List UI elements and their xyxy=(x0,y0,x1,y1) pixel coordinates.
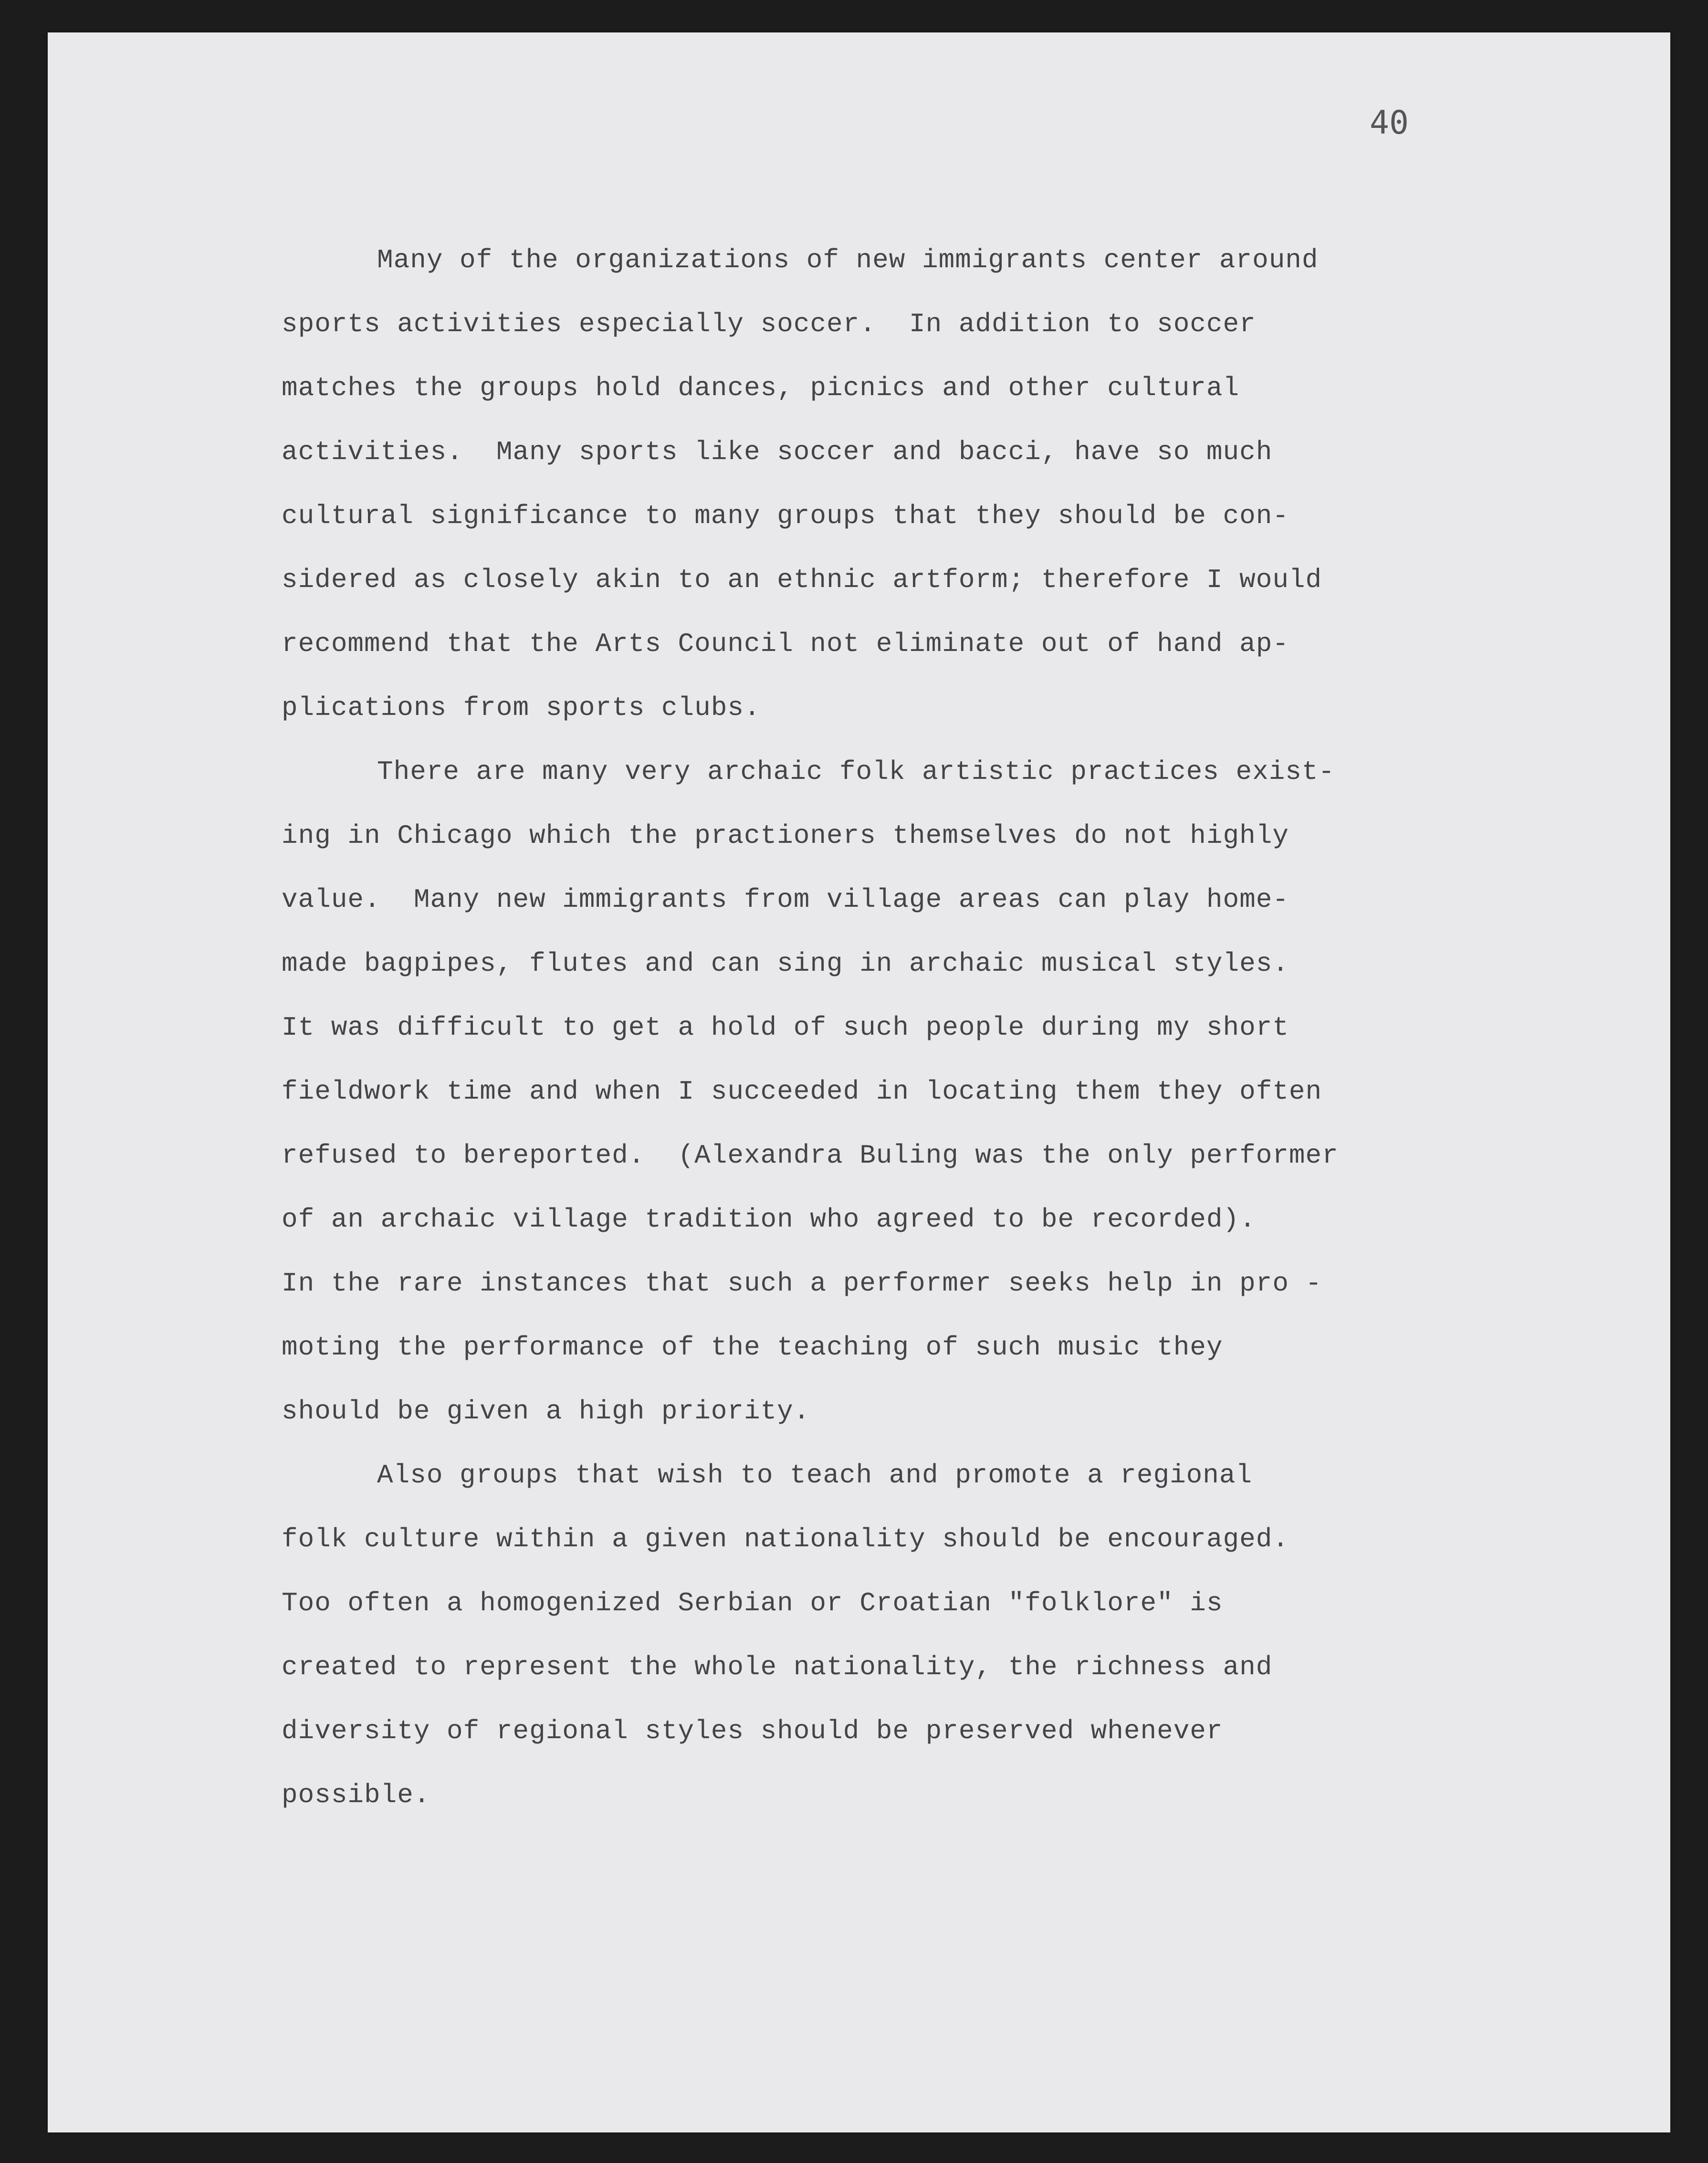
text-line: recommend that the Arts Council not eliminate out of hand ap- xyxy=(282,629,1289,659)
text-line: Too often a homogenized Serbian or Croatian "folklore" is xyxy=(282,1588,1223,1618)
text-line: made bagpipes, flutes and can sing in archaic musical styles. xyxy=(282,948,1289,979)
text-line: Also groups that wish to teach and promote a regional xyxy=(377,1460,1253,1491)
text-line: ing in Chicago which the practioners themselves do not highly xyxy=(282,820,1289,851)
text-line: plications from sports clubs. xyxy=(282,693,761,723)
text-line: matches the groups hold dances, picnics and other cultural xyxy=(282,373,1240,403)
text-line: of an archaic village tradition who agreed to be recorded). xyxy=(282,1204,1256,1235)
text-line: sports activities especially soccer. In addition to soccer xyxy=(282,309,1256,339)
text-line: possible. xyxy=(282,1780,430,1810)
text-line: created to represent the whole nationality, the richness and xyxy=(282,1652,1273,1682)
text-line: diversity of regional styles should be preserved whenever xyxy=(282,1716,1223,1746)
body-text xyxy=(282,228,1618,1827)
text-line: should be given a high priority. xyxy=(282,1396,810,1427)
text-line: refused to bereported. (Alexandra Buling was the only performer xyxy=(282,1140,1339,1171)
text-line: moting the performance of the teaching of such music they xyxy=(282,1332,1223,1363)
text-line: It was difficult to get a hold of such people during my short xyxy=(282,1012,1289,1043)
text-line: activities. Many sports like soccer and bacci, have so much xyxy=(282,437,1273,467)
text-line: In the rare instances that such a performer seeks help in pro - xyxy=(282,1268,1322,1299)
text-line: folk culture within a given nationality should be encouraged. xyxy=(282,1524,1289,1554)
text-line: value. Many new immigrants from village areas can play home- xyxy=(282,884,1289,915)
text-line: There are many very archaic folk artistic practices exist- xyxy=(377,756,1335,787)
text-line: fieldwork time and when I succeeded in locating them they often xyxy=(282,1076,1322,1107)
text-line: Many of the organizations of new immigrants center around xyxy=(377,245,1319,275)
page-number: 40 xyxy=(1370,104,1409,142)
text-line: cultural significance to many groups that they should be con- xyxy=(282,501,1289,531)
text-line: sidered as closely akin to an ethnic artform; therefore I would xyxy=(282,565,1322,595)
typed-page xyxy=(48,32,1670,2132)
